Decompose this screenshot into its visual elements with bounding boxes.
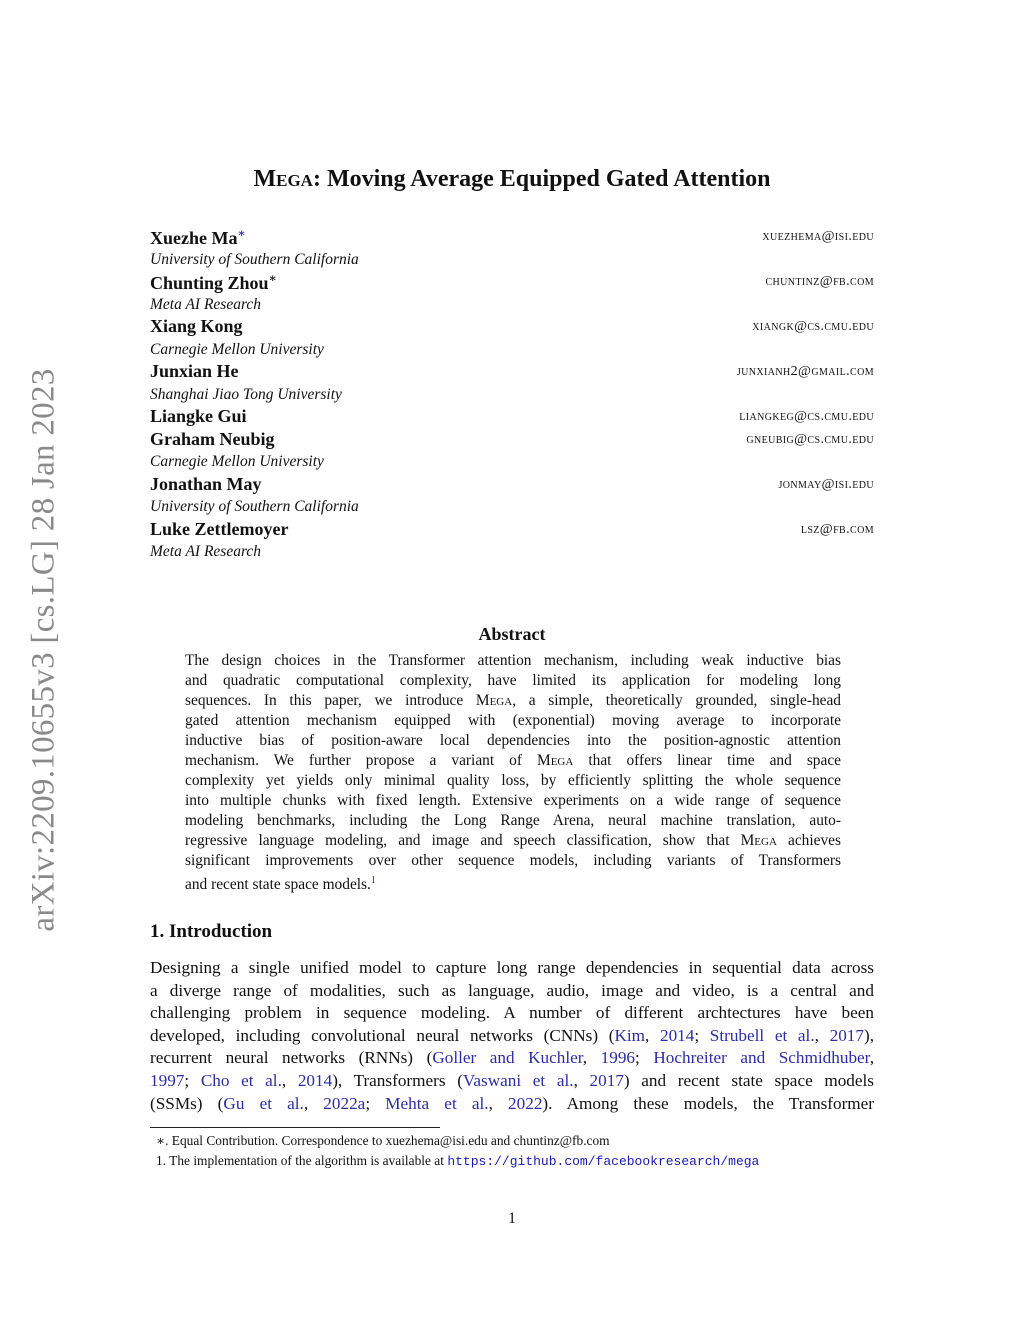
citation-link[interactable]: 2022a xyxy=(323,1093,366,1113)
footnote-divider xyxy=(150,1127,440,1128)
repository-link[interactable]: https://github.com/facebookresearch/mega xyxy=(447,1154,760,1169)
citation-link[interactable]: Cho et al. xyxy=(200,1070,282,1090)
author-row xyxy=(150,519,874,542)
author-name xyxy=(150,271,277,294)
author-row xyxy=(150,316,874,339)
introduction-line: recurrent neural networks (RNNs) (Goller and Kuchler, 1996; Hochreiter and Schmidhuber, xyxy=(150,1048,874,1068)
abstract-line: significant improvements over other sequence models, including variants of Transformers xyxy=(185,852,841,869)
author-affiliation: University of Southern California xyxy=(150,250,359,268)
abstract-line: sequences. In this paper, we introduce Mega, a simple, theoretically grounded, single-head xyxy=(185,692,842,709)
author-email: jonmay@isi.edu xyxy=(778,476,874,492)
abstract-line: modeling benchmarks, including the Long Range Arena, neural machine translation, auto- xyxy=(185,812,841,829)
abstract-line: complexity yet yields only minimal quality loss, by efficiently splitting the whole sequence xyxy=(185,772,841,789)
author-affiliation: Meta AI Research xyxy=(150,543,262,560)
citation-link[interactable]: Goller and Kuchler xyxy=(432,1048,583,1068)
author-email: xuezhema@isi.edu xyxy=(762,229,874,244)
author-email: xiangk@cs.cmu.edu xyxy=(752,319,874,334)
abstract-line: inductive bias of position-aware local dependencies into the position-agnostic attention xyxy=(185,732,841,749)
author-name-text: Liangke Gui xyxy=(150,406,247,426)
abstract-line: regressive language modeling, and image and speech classification, show that Mega achieves xyxy=(185,832,841,849)
author-affiliation: Shanghai Jiao Tong University xyxy=(150,385,342,403)
abstract-heading: Abstract xyxy=(478,624,546,644)
author-affiliation: Carnegie Mellon University xyxy=(150,453,324,470)
author-name xyxy=(150,361,239,382)
author-row xyxy=(150,361,874,384)
citation-link[interactable]: Mehta et al. xyxy=(385,1093,489,1113)
author-email: liangkeg@cs.cmu.edu xyxy=(739,409,874,424)
abstract-line: and quadratic computational complexity, have limited its application for modeling long xyxy=(185,672,841,689)
author-name-text: Xiang Kong xyxy=(150,316,243,336)
author-affiliation: Carnegie Mellon University xyxy=(150,340,324,358)
citation-link[interactable]: Vaswani et al. xyxy=(462,1070,574,1090)
footnote-mark: 1. xyxy=(156,1153,170,1168)
abstract-line: gated attention mechanism equipped with (exponential) moving average to incorporate xyxy=(185,712,841,729)
author-row xyxy=(150,474,874,497)
author-name-text: Graham Neubig xyxy=(150,428,275,449)
author-row xyxy=(150,271,874,294)
equal-contribution-mark[interactable]: ∗ xyxy=(237,226,246,240)
introduction-line: challenging problem in sequence modeling. A number of different archtectures have been xyxy=(150,1003,874,1023)
title-rest: : Moving Average Equipped Gated Attention xyxy=(312,166,771,192)
author-name-text: Luke Zettlemoyer xyxy=(150,518,289,539)
author-name xyxy=(150,406,247,427)
author-name xyxy=(150,429,275,450)
author-name xyxy=(150,316,243,337)
citation-link[interactable]: 1997 xyxy=(150,1070,185,1090)
author-row xyxy=(150,226,874,249)
citation-link[interactable]: 1996 xyxy=(600,1048,636,1068)
author-name-text: Junxian He xyxy=(150,361,239,381)
footnote-item xyxy=(156,1151,759,1172)
paper-title xyxy=(0,166,1024,193)
author-row xyxy=(150,406,874,429)
citation-link[interactable]: Gu et al. xyxy=(223,1093,304,1113)
author-affiliation: University of Southern California xyxy=(150,498,359,515)
footnote-item xyxy=(156,1131,759,1151)
author-name xyxy=(150,226,246,249)
author-name-text: Jonathan May xyxy=(150,473,262,494)
author-affiliation: Meta AI Research xyxy=(150,295,262,313)
author-row xyxy=(150,429,874,452)
citation-link[interactable]: 2014 xyxy=(297,1070,333,1090)
citation-link[interactable]: Strubell et al. xyxy=(709,1025,815,1045)
author-name xyxy=(150,474,262,495)
citation-link[interactable]: 2017 xyxy=(829,1025,864,1045)
introduction-line: Designing a single unified model to capture long range dependencies in sequential data across xyxy=(150,958,874,977)
citation-link[interactable]: Kim xyxy=(614,1025,645,1045)
author-name-text: Xuezhe Ma xyxy=(150,228,238,248)
author-email: lsz@fb.com xyxy=(800,521,874,537)
author-block xyxy=(150,226,874,564)
abstract-line: and recent state space models.$^1$ xyxy=(185,875,376,894)
citation-link[interactable]: 2022 xyxy=(508,1093,543,1113)
abstract-body xyxy=(185,651,841,895)
equal-contribution-mark: ∗ xyxy=(268,271,277,285)
title-model-name: Mega xyxy=(253,166,313,192)
arxiv-identifier-stamp: arXiv:2209.10655v3 [cs.LG] 28 Jan 2023 xyxy=(25,368,62,932)
introduction-line: (SSMs) (Gu et al., 2022a; Mehta et al., 2022). Among these models, the Transformer xyxy=(150,1093,875,1113)
author-name-text: Chunting Zhou xyxy=(150,273,269,293)
introduction-line: a diverge range of modalities, such as language, audio, image and video, is a central and xyxy=(150,980,874,1000)
author-email: junxianh2@gmail.com xyxy=(736,364,874,379)
author-name xyxy=(150,519,288,540)
citation-link[interactable]: 2014 xyxy=(659,1025,695,1045)
citation-link[interactable]: Hochreiter and Schmidhuber xyxy=(653,1048,870,1068)
introduction-paragraph xyxy=(150,957,874,1115)
introduction-line: 1997; Cho et al., 2014), Transformers (Vaswani et al., 2017) and recent state space models xyxy=(150,1070,874,1090)
abstract-line: mechanism. We further propose a variant of Mega that offers linear time and space xyxy=(185,752,841,769)
section-heading-introduction: 1. Introduction xyxy=(150,921,273,942)
footnote-text: The implementation of the algorithm is available at xyxy=(169,1153,448,1168)
footnote-text: Equal Contribution. Correspondence to xuezhema@isi.edu and chuntinz@fb.com xyxy=(171,1133,610,1148)
footnote-mark: ∗. xyxy=(156,1133,172,1148)
abstract-line: The design choices in the Transformer attention mechanism, including weak inductive bias xyxy=(185,652,841,669)
introduction-line: developed, including convolutional neural networks (CNNs) (Kim, 2014; Strubell et al., 2017), xyxy=(150,1025,875,1045)
page-number: 1 xyxy=(508,1210,516,1227)
author-email: chuntinz@fb.com xyxy=(765,274,874,289)
abstract-line: into multiple chunks with fixed length. Extensive experiments on a wide range of sequence xyxy=(185,792,841,809)
footnote-1-link[interactable]: 1 xyxy=(370,875,376,886)
author-email: gneubig@cs.cmu.edu xyxy=(746,431,874,447)
footnotes xyxy=(156,1131,759,1172)
citation-link[interactable]: 2017 xyxy=(589,1070,624,1090)
